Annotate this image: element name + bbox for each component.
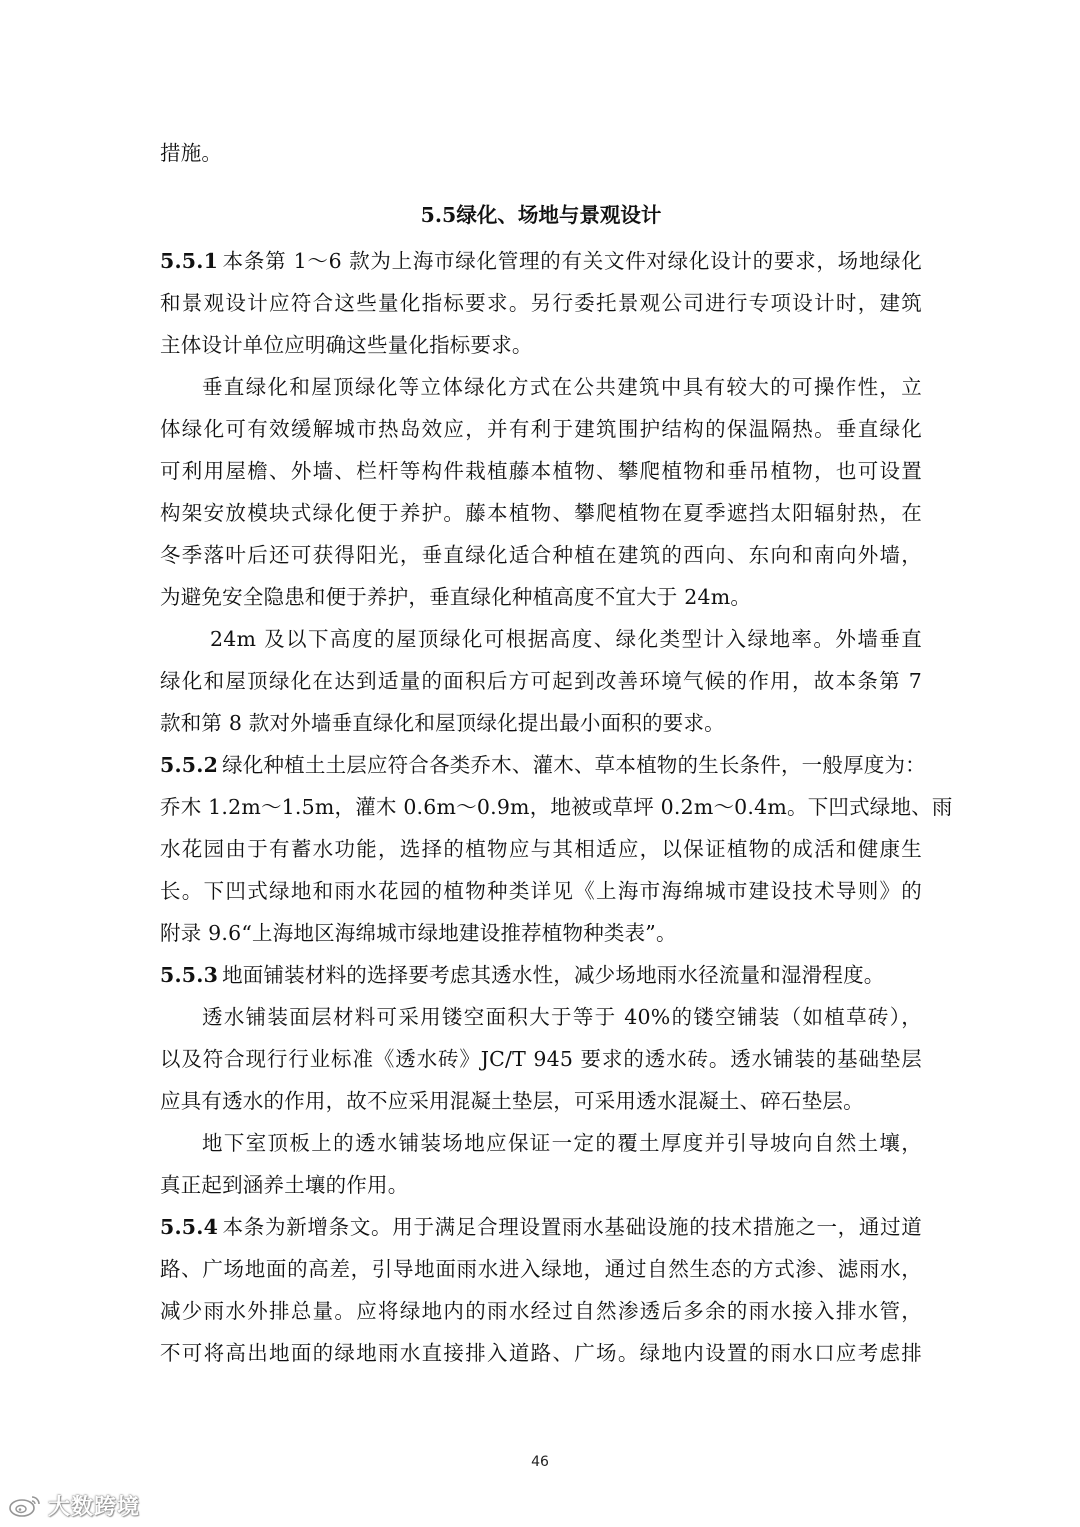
continuation-line: 措施。 xyxy=(160,141,223,165)
clause-5-5-2-first-line xyxy=(160,744,926,786)
text-line: 冬季落叶后还可获得阳光，垂直绿化适合种植在建筑的西向、东向和南向外墙， xyxy=(160,543,922,567)
text-line: 附录 9.6“上海地区海绵城市绿地建设推荐植物种类表”。 xyxy=(160,921,677,945)
text-line: 和景观设计应符合这些量化指标要求。另行委托景观公司进行专项设计时，建筑 xyxy=(160,291,922,315)
text-line: 长。下凹式绿地和雨水花园的植物种类详见《上海市海绵城市建设技术导则》的 xyxy=(160,879,922,903)
text-line: 乔木 1.2m～1.5m，灌木 0.6m～0.9m，地被或草坪 0.2m～0.4m。下凹式绿地、雨 xyxy=(160,795,953,819)
text-line: 绿化和屋顶绿化在达到适量的面积后方可起到改善环境气候的作用，故本条第 7 xyxy=(160,669,922,693)
text-line: 款和第 8 款对外墙垂直绿化和屋顶绿化提出最小面积的要求。 xyxy=(160,711,725,735)
text-line: 应具有透水的作用，故不应采用混凝土垫层，可采用透水混凝土、碎石垫层。 xyxy=(160,1089,864,1113)
section-title: 5.5绿化、场地与景观设计 xyxy=(420,203,662,227)
text-line: 可利用屋檐、外墙、栏杆等构件栽植藤本植物、攀爬植物和垂吊植物，也可设置 xyxy=(160,459,922,483)
clause-5-5-3-line xyxy=(160,954,922,996)
text-line: 体绿化可有效缓解城市热岛效应，并有利于建筑围护结构的保温隔热。垂直绿化 xyxy=(160,417,922,441)
text-line: 透水铺装面层材料可采用镂空面积大于等于 40%的镂空铺装（如植草砖）， xyxy=(202,1005,922,1029)
text-line: 构架安放模块式绿化便于养护。藤本植物、攀爬植物在夏季遮挡太阳辐射热，在 xyxy=(160,501,922,525)
text-line: 路、广场地面的高差，引导地面雨水进入绿地，通过自然生态的方式渗、滤雨水， xyxy=(160,1257,922,1281)
clause-number: 5.5.1 xyxy=(160,249,219,273)
clause-text: 本条第 1～6 款为上海市绿化管理的有关文件对绿化设计的要求，场地绿化 xyxy=(222,249,922,273)
text-line: 水花园由于有蓄水功能，选择的植物应与其相适应，以保证植物的成活和健康生 xyxy=(160,837,922,861)
clause-text: 本条为新增条文。用于满足合理设置雨水基础设施的技术措施之一，通过道 xyxy=(222,1215,922,1239)
clause-number: 5.5.4 xyxy=(160,1215,219,1239)
text-line: 不可将高出地面的绿地雨水直接排入道路、广场。绿地内设置的雨水口应考虑排 xyxy=(160,1341,922,1365)
text-line: 真正起到涵养土壤的作用。 xyxy=(160,1173,409,1197)
clause-5-5-4-first-line xyxy=(160,1206,922,1248)
clause-number: 5.5.2 xyxy=(160,753,219,777)
weibo-logo-icon xyxy=(8,1492,42,1518)
text-line: 为避免安全隐患和便于养护，垂直绿化种植高度不宜大于 24m。 xyxy=(160,585,752,609)
clause-text: 绿化种植土土层应符合各类乔木、灌木、草本植物的生长条件，一般厚度为： xyxy=(222,753,926,777)
watermark xyxy=(8,1488,140,1522)
clause-5-5-1-first-line xyxy=(160,240,922,282)
text-line: 以及符合现行行业标准《透水砖》JC/T 945 要求的透水砖。透水铺装的基础垫层 xyxy=(160,1047,922,1071)
text-line: 24m 及以下高度的屋顶绿化可根据高度、绿化类型计入绿地率。外墙垂直 xyxy=(210,627,922,651)
text-line: 地下室顶板上的透水铺装场地应保证一定的覆土厚度并引导坡向自然土壤， xyxy=(202,1131,922,1155)
clause-number: 5.5.3 xyxy=(160,963,219,987)
page-body xyxy=(160,132,953,1374)
text-line: 垂直绿化和屋顶绿化等立体绿化方式在公共建筑中具有较大的可操作性，立 xyxy=(202,375,922,399)
watermark-text: 大数跨境 xyxy=(48,1494,141,1520)
page-number: 46 xyxy=(531,1454,549,1470)
text-line: 减少雨水外排总量。应将绿地内的雨水经过自然渗透后多余的雨水接入排水管， xyxy=(160,1299,922,1323)
text-line: 主体设计单位应明确这些量化指标要求。 xyxy=(160,333,533,357)
clause-text: 地面铺装材料的选择要考虑其透水性，减少场地雨水径流量和湿滑程度。 xyxy=(222,963,885,987)
